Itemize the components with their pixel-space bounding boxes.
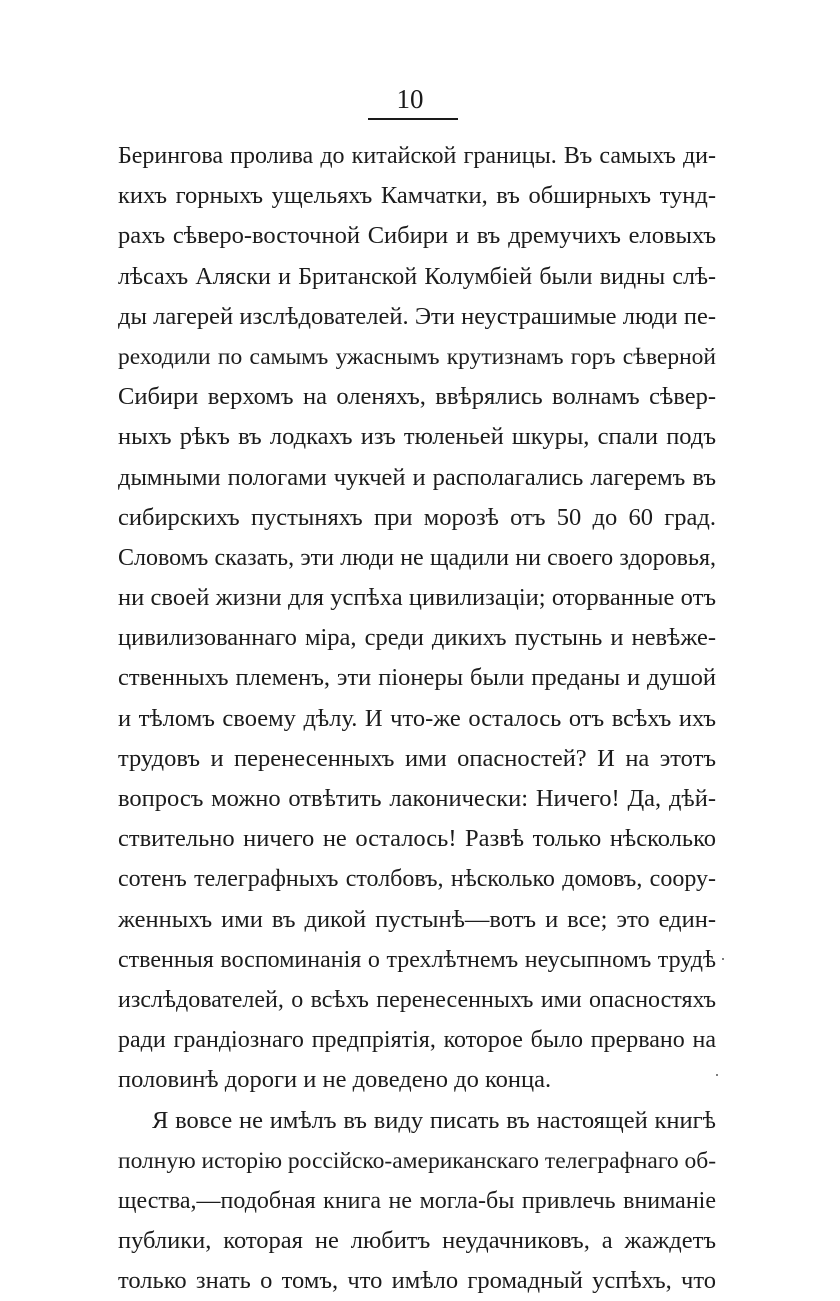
- text-line: изслѣдователей, о всѣхъ перенесенныхъ ими опасностяхъ: [118, 980, 716, 1020]
- text-line: ради грандіознаго предпріятія, которое было прервано на: [118, 1020, 716, 1060]
- text-line: публики, которая не любитъ неудачниковъ, а жаждетъ: [118, 1221, 716, 1261]
- text-line: Сибири верхомъ на оленяхъ, ввѣрялись волнамъ сѣвер-: [118, 377, 716, 417]
- paragraph-2: [118, 1101, 716, 1301]
- text-line: вопросъ можно отвѣтить лаконически: Ничего! Да, дѣй-: [118, 779, 716, 819]
- scan-speck: [722, 958, 724, 960]
- text-line: и тѣломъ своему дѣлу. И что-же осталось отъ всѣхъ ихъ: [118, 699, 716, 739]
- text-line: Словомъ сказать, эти люди не щадили ни своего здоровья,: [118, 538, 716, 578]
- text-line: ственныя воспоминанія о трехлѣтнемъ неусыпномъ трудѣ: [118, 940, 716, 980]
- text-line: кихъ горныхъ ущельяхъ Камчатки, въ обширныхъ тунд-: [118, 176, 716, 216]
- body-text: [118, 136, 716, 1301]
- page-number-underline: [368, 118, 458, 120]
- text-line: реходили по самымъ ужаснымъ крутизнамъ горъ сѣверной: [118, 337, 716, 377]
- text-line: щества,—подобная книга не могла-бы привлечь вниманіе: [118, 1181, 716, 1221]
- text-line: сотенъ телеграфныхъ столбовъ, нѣсколько домовъ, соору-: [118, 859, 716, 899]
- text-line: Берингова пролива до китайской границы. Въ самыхъ ди-: [118, 136, 716, 176]
- text-line: Я вовсе не имѣлъ въ виду писать въ настоящей книгѣ: [118, 1101, 716, 1141]
- paragraph-1: [118, 136, 716, 1101]
- text-line: половинѣ дороги и не доведено до конца.: [118, 1060, 716, 1100]
- text-line: лѣсахъ Аляски и Британской Колумбіей были видны слѣ-: [118, 257, 716, 297]
- text-line: ни своей жизни для успѣха цивилизаціи; оторванные отъ: [118, 578, 716, 618]
- text-line: дымными пологами чукчей и располагались лагеремъ въ: [118, 458, 716, 498]
- scan-speck: [716, 1074, 718, 1076]
- page-number: 10: [330, 84, 490, 114]
- text-line: женныхъ ими въ дикой пустынѣ—вотъ и все; это един-: [118, 900, 716, 940]
- text-line: ды лагерей изслѣдователей. Эти неустрашимые люди пе-: [118, 297, 716, 337]
- text-line: ствительно ничего не осталось! Развѣ только нѣсколько: [118, 819, 716, 859]
- text-line: только знать о томъ, что имѣло громадный успѣхъ, что: [118, 1261, 716, 1301]
- text-line: полную исторію россійско-американскаго телеграфнаго об-: [118, 1141, 716, 1181]
- text-line: рахъ сѣверо-восточной Сибири и въ дремучихъ еловыхъ: [118, 216, 716, 256]
- text-line: сибирскихъ пустыняхъ при морозѣ отъ 50 до 60 град.: [118, 498, 716, 538]
- text-line: цивилизованнаго міра, среди дикихъ пустынь и невѣже-: [118, 618, 716, 658]
- text-line: трудовъ и перенесенныхъ ими опасностей? И на этотъ: [118, 739, 716, 779]
- text-line: ственныхъ племенъ, эти піонеры были преданы и душой: [118, 658, 716, 698]
- text-line: ныхъ рѣкъ въ лодкахъ изъ тюленьей шкуры, спали подъ: [118, 417, 716, 457]
